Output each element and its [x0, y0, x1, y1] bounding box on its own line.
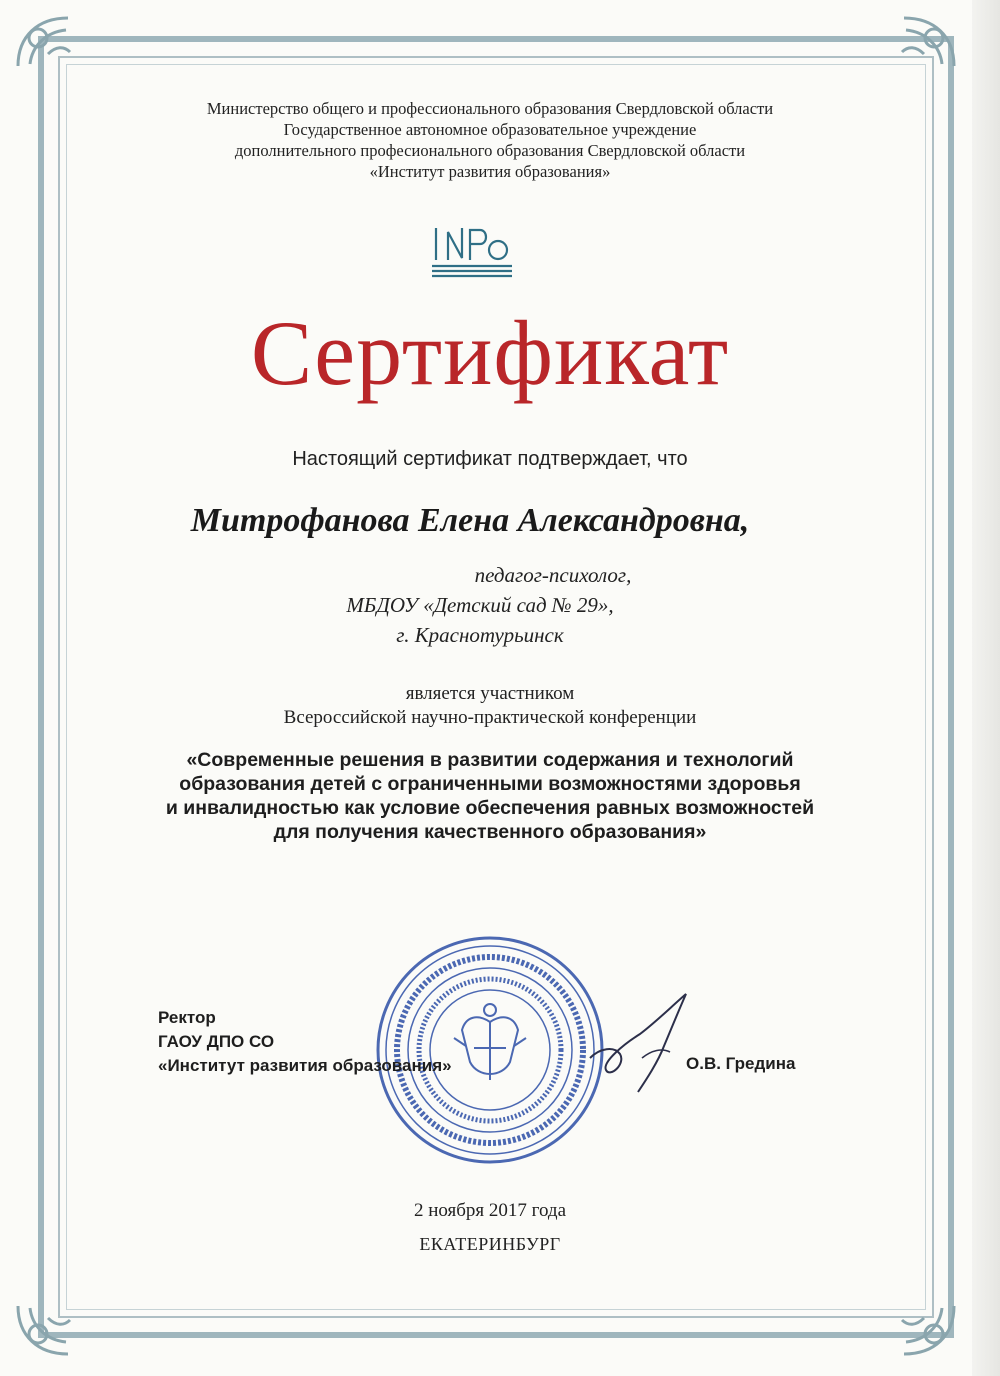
recipient-city: г. Краснотурьинск — [396, 623, 564, 647]
certificate-title: Сертификат — [250, 302, 730, 404]
recipient-details — [200, 560, 760, 650]
issue-date: 2 ноября 2017 года — [413, 1200, 567, 1221]
conference-title-line: «Современные решения в развитии содержания и технологий — [186, 749, 794, 771]
handwritten-signature-icon — [580, 988, 700, 1098]
conference-title-line: для получения качественного образования» — [273, 821, 707, 843]
institution-region-line: дополнительного професионального образования Свердловской области — [234, 141, 746, 160]
corner-ornament-icon — [874, 6, 964, 96]
signer-org-name: «Институт развития образования» — [158, 1056, 452, 1075]
iro-logo-icon — [428, 210, 518, 280]
corner-ornament-icon — [8, 6, 98, 96]
institution-name-line: «Институт развития образования» — [369, 162, 611, 181]
page-edge-shadow — [972, 0, 1000, 1376]
conference-title — [80, 748, 900, 844]
recipient-organization: МБДОУ «Детский сад № 29», — [346, 593, 614, 617]
conference-title-line: образования детей с ограниченными возможностями здоровья — [179, 773, 801, 795]
signer-role: Ректор — [158, 1008, 216, 1027]
signer-block — [158, 1006, 578, 1078]
recipient-name: Митрофанова Елена Александровна, — [190, 502, 750, 539]
participation-text — [100, 682, 880, 730]
corner-ornament-icon — [8, 1276, 98, 1366]
conference-type-line: Всероссийской научно-практической конференции — [283, 707, 697, 728]
issue-city: ЕКАТЕРИНБУРГ — [419, 1234, 561, 1254]
participant-line: является участником — [405, 683, 575, 704]
signer-name: О.В. Гредина — [686, 1054, 796, 1073]
corner-ornament-icon — [874, 1276, 964, 1366]
conference-title-line: и инвалидностью как условие обеспечения равных возможностей — [165, 797, 815, 819]
institution-type-line: Государственное автономное образовательное учреждение — [283, 120, 697, 139]
signer-org-short: ГАОУ ДПО СО — [158, 1032, 275, 1051]
ministry-line: Министерство общего и профессионального образования Свердловской области — [206, 99, 774, 118]
issuer-header — [100, 98, 880, 182]
recipient-position: педагог-психолог, — [474, 563, 632, 587]
confirmation-text: Настоящий сертификат подтверждает, что — [292, 448, 688, 470]
